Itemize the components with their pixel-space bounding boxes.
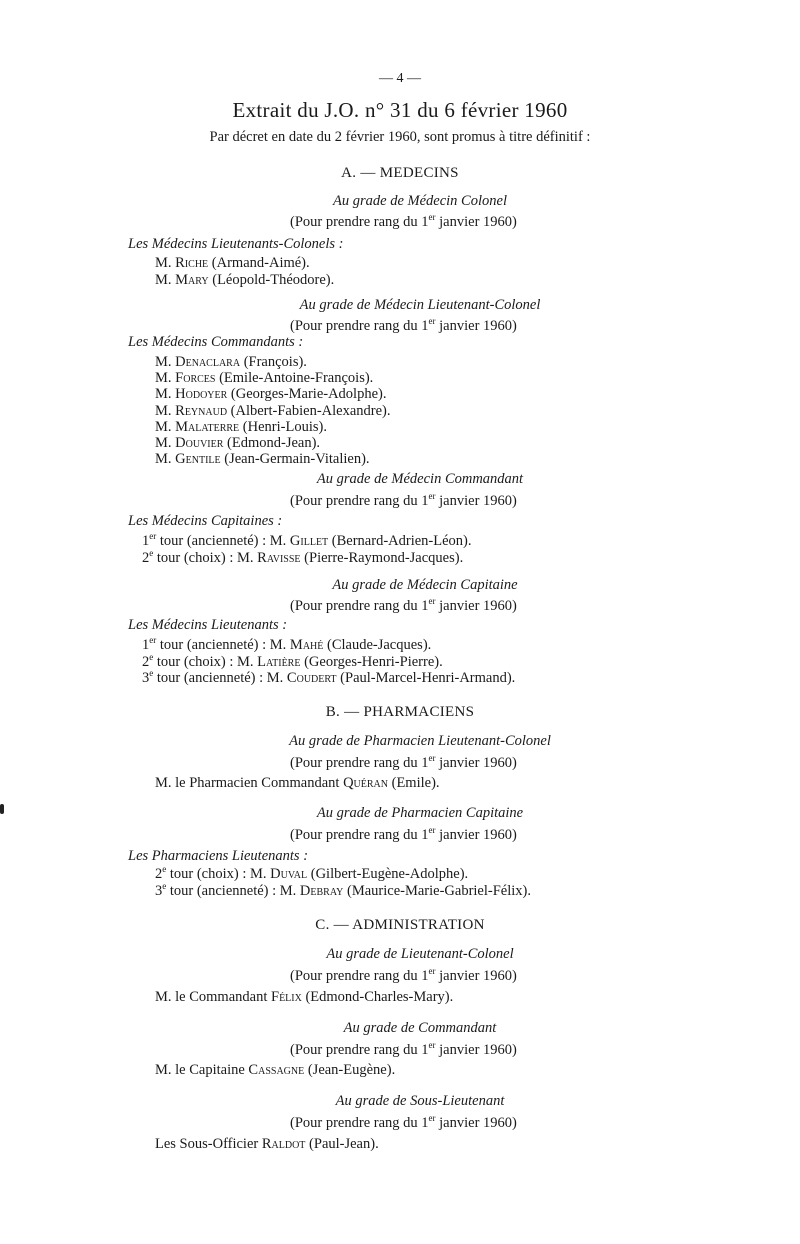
tour-superscript: e xyxy=(149,668,154,678)
entry-given-names: (Bernard-Adrien-Léon). xyxy=(328,533,472,549)
list-item xyxy=(155,255,310,272)
entry-prefix: M. le Commandant xyxy=(155,989,271,1005)
rank-note-b2 xyxy=(290,827,517,845)
entry-given-names: (Gilbert-Eugène-Adolphe). xyxy=(307,866,469,882)
list-item xyxy=(155,354,307,371)
rank-note-superscript: er xyxy=(428,1113,436,1123)
entry-given-names: (Georges-Marie-Adolphe). xyxy=(227,386,387,403)
tour-superscript: e xyxy=(162,864,167,874)
list-item xyxy=(142,550,463,568)
tour-superscript: e xyxy=(149,548,154,558)
rank-note-end: janvier 1960) xyxy=(435,755,517,771)
entry-prefix: M. xyxy=(155,271,176,288)
rank-note-a1 xyxy=(290,214,517,232)
group-b2-heading: Les Pharmaciens Lieutenants : xyxy=(128,848,309,864)
entry-prefix: M. xyxy=(155,418,176,435)
list-item xyxy=(155,386,386,403)
entry-given-names: (Edmond-Jean). xyxy=(223,435,321,451)
rank-note-end: janvier 1960) xyxy=(435,493,517,509)
tour-superscript: er xyxy=(149,531,157,541)
grade-b1-heading: Au grade de Pharmacien Lieutenant-Colonel xyxy=(289,733,551,749)
list-item xyxy=(155,403,391,420)
entry-given-names: (Maurice-Marie-Gabriel-Félix). xyxy=(343,883,531,899)
entry-surname: Gentile xyxy=(175,451,221,468)
entry-surname: Malaterre xyxy=(175,418,240,435)
entry-surname: Ravisse xyxy=(257,550,301,566)
entry-prefix: tour (choix) : M. xyxy=(166,866,271,882)
entry-given-names: (Henri-Louis). xyxy=(239,418,327,435)
entry-given-names: (Emile-Antoine-François). xyxy=(215,370,374,387)
rank-note-end: janvier 1960) xyxy=(435,598,517,614)
grade-b2-heading: Au grade de Pharmacien Capitaine xyxy=(316,805,524,821)
tour-superscript: e xyxy=(149,651,154,662)
entry-given-names: (Armand-Aimé). xyxy=(208,255,310,271)
entry-given-names: (Edmond-Charles-Mary). xyxy=(301,989,454,1005)
entry-surname: Denaclara xyxy=(175,354,241,370)
tour-number: 2 xyxy=(155,866,163,882)
rank-note-superscript: er xyxy=(428,596,436,606)
rank-note-superscript: er xyxy=(428,825,436,835)
rank-note-a3 xyxy=(290,493,517,511)
entry-prefix: tour (ancienneté) : M. xyxy=(166,883,300,899)
grade-a4-heading: Au grade de Médecin Capitaine xyxy=(332,577,518,593)
list-item xyxy=(142,670,515,688)
rank-note-superscript: er xyxy=(428,753,436,763)
group-a3-heading: Les Médecins Capitaines : xyxy=(128,513,283,529)
entry-prefix: M. xyxy=(155,451,176,468)
rank-note-c3 xyxy=(290,1115,517,1133)
group-a2-heading: Les Médecins Commandants : xyxy=(128,334,304,350)
entry-c1 xyxy=(155,989,453,1006)
entry-surname: Cassagne xyxy=(248,1062,305,1078)
list-item xyxy=(155,451,370,468)
entry-c3 xyxy=(155,1136,379,1153)
entry-given-names: (Pierre-Raymond-Jacques). xyxy=(300,550,464,566)
list-item xyxy=(155,370,373,387)
rank-note-superscript: er xyxy=(428,212,436,222)
document-title: Extrait du J.O. n° 31 du 6 février 1960 xyxy=(232,98,568,122)
entry-given-names: (Claude-Jacques). xyxy=(323,637,432,653)
rank-note-text: (Pour prendre rang du 1 xyxy=(290,755,429,771)
entry-given-names: (Albert-Fabien-Alexandre). xyxy=(227,402,391,419)
entry-prefix: M. xyxy=(155,386,176,403)
rank-note-superscript: er xyxy=(428,491,436,501)
entry-given-names: (Paul-Jean). xyxy=(305,1136,379,1152)
rank-note-text: (Pour prendre rang du 1 xyxy=(290,318,429,334)
entry-surname: Debray xyxy=(299,883,344,899)
list-item xyxy=(155,883,531,901)
entry-prefix: M. xyxy=(155,402,176,419)
rank-note-a2 xyxy=(290,318,517,336)
list-item xyxy=(142,637,431,655)
entry-surname: Raldot xyxy=(261,1136,306,1152)
tour-superscript: e xyxy=(162,881,167,891)
grade-c2-heading: Au grade de Commandant xyxy=(343,1020,497,1036)
entry-prefix: tour (ancienneté) : M. xyxy=(156,533,290,549)
entry-surname: Latière xyxy=(257,653,301,670)
section-c-heading: C. — ADMINISTRATION xyxy=(315,917,485,933)
grade-a3-heading: Au grade de Médecin Commandant xyxy=(316,471,524,487)
entry-surname: Quéran xyxy=(343,775,388,791)
entry-given-names: (Paul-Marcel-Henri-Armand). xyxy=(336,670,516,686)
rank-note-superscript: er xyxy=(428,316,436,326)
entry-given-names: (Léopold-Théodore). xyxy=(208,271,335,288)
entry-b1 xyxy=(155,775,440,792)
rank-note-text: (Pour prendre rang du 1 xyxy=(290,827,429,843)
list-item xyxy=(155,272,334,289)
list-item xyxy=(142,651,443,672)
rank-note-end: janvier 1960) xyxy=(435,1115,517,1131)
rank-note-end: janvier 1960) xyxy=(435,827,517,843)
rank-note-end: janvier 1960) xyxy=(435,214,517,230)
rank-note-text: (Pour prendre rang du 1 xyxy=(290,598,429,614)
entry-surname: Hodoyer xyxy=(175,386,228,403)
list-item xyxy=(155,435,320,452)
entry-prefix: tour (ancienneté) : M. xyxy=(156,637,290,653)
grade-c3-heading: Au grade de Sous-Lieutenant xyxy=(335,1093,505,1109)
tour-number: 2 xyxy=(142,550,150,566)
rank-note-end: janvier 1960) xyxy=(435,318,517,334)
intro-text: Par décret en date du 2 février 1960, sont promus à titre définitif : xyxy=(209,129,591,145)
tour-superscript: er xyxy=(149,635,157,645)
rank-note-a4 xyxy=(290,598,517,616)
rank-note-text: (Pour prendre rang du 1 xyxy=(290,1042,429,1058)
grade-a1-heading: Au grade de Médecin Colonel xyxy=(333,193,507,209)
list-item xyxy=(155,866,468,884)
section-b-heading: B. — PHARMACIENS xyxy=(325,704,475,720)
entry-prefix: M. xyxy=(155,370,176,387)
entry-surname: Riche xyxy=(175,255,209,271)
entry-given-names: (Jean-Germain-Vitalien). xyxy=(220,451,370,468)
entry-surname: Gillet xyxy=(289,533,329,549)
section-a-heading: A. — MEDECINS xyxy=(341,165,459,181)
entry-prefix: M. xyxy=(155,435,176,451)
entry-prefix: tour (ancienneté) : M. xyxy=(153,670,287,686)
rank-note-text: (Pour prendre rang du 1 xyxy=(290,968,429,984)
entry-prefix: tour (choix) : M. xyxy=(153,653,258,670)
list-item xyxy=(155,419,327,436)
tour-number: 2 xyxy=(142,653,150,670)
entry-surname: Mary xyxy=(175,271,209,288)
entry-prefix: M. le Pharmacien Commandant xyxy=(155,775,344,791)
entry-surname: Reynaud xyxy=(175,402,228,419)
rank-note-superscript: er xyxy=(428,1040,436,1050)
rank-note-c2 xyxy=(290,1042,517,1060)
grade-a2-heading: Au grade de Médecin Lieutenant-Colonel xyxy=(299,297,541,313)
entry-surname: Félix xyxy=(271,989,302,1005)
entry-prefix: Les Sous-Officier xyxy=(155,1136,262,1152)
entry-surname: Coudert xyxy=(286,670,337,686)
entry-given-names: (Emile). xyxy=(387,775,440,791)
rank-note-text: (Pour prendre rang du 1 xyxy=(290,493,429,509)
rank-note-text: (Pour prendre rang du 1 xyxy=(290,1115,429,1131)
page-number: — 4 — xyxy=(379,71,421,86)
entry-prefix: M. xyxy=(155,255,176,271)
grade-c1-heading: Au grade de Lieutenant-Colonel xyxy=(326,946,514,962)
group-a4-heading: Les Médecins Lieutenants : xyxy=(128,617,288,633)
tour-number: 3 xyxy=(155,883,163,899)
group-a1-heading: Les Médecins Lieutenants-Colonels : xyxy=(128,236,344,252)
entry-prefix: M. xyxy=(155,354,176,370)
entry-surname: Forces xyxy=(175,370,216,387)
entry-prefix: tour (choix) : M. xyxy=(153,550,258,566)
tour-number: 1 xyxy=(142,533,150,549)
rank-note-superscript: er xyxy=(428,966,436,976)
tour-number: 3 xyxy=(142,670,150,686)
margin-speck xyxy=(0,804,4,814)
entry-surname: Duval xyxy=(270,866,308,882)
entry-given-names: (Georges-Henri-Pierre). xyxy=(300,653,443,670)
entry-surname: Douvier xyxy=(175,435,224,451)
rank-note-b1 xyxy=(290,755,517,773)
rank-note-end: janvier 1960) xyxy=(435,968,517,984)
tour-number: 1 xyxy=(142,637,150,653)
entry-surname: Mahé xyxy=(289,637,324,653)
rank-note-end: janvier 1960) xyxy=(435,1042,517,1058)
entry-given-names: (François). xyxy=(240,354,307,370)
entry-c2 xyxy=(155,1062,395,1079)
rank-note-text: (Pour prendre rang du 1 xyxy=(290,214,429,230)
entry-given-names: (Jean-Eugène). xyxy=(304,1062,396,1078)
rank-note-c1 xyxy=(290,968,517,986)
entry-prefix: M. le Capitaine xyxy=(155,1062,249,1078)
list-item xyxy=(142,533,472,551)
